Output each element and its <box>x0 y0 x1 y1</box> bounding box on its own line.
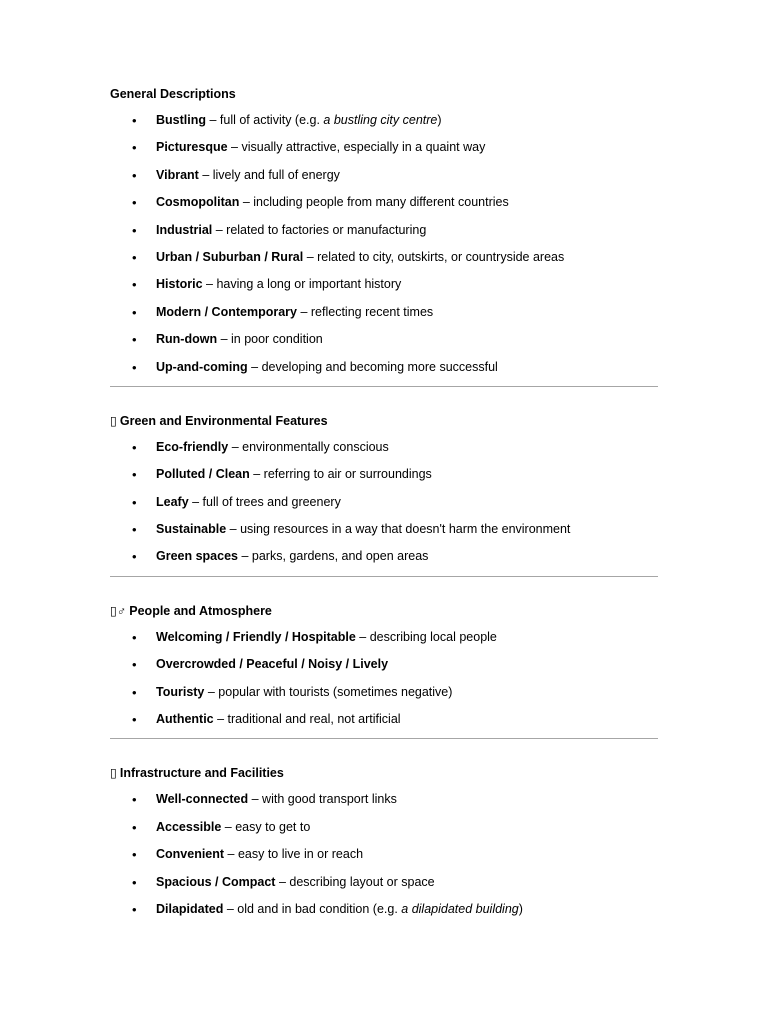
list-item <box>110 222 658 239</box>
list-item <box>110 167 658 184</box>
term-list <box>110 439 658 566</box>
bullet-icon: • <box>132 359 137 375</box>
bullet-icon: • <box>132 819 137 835</box>
list-item <box>110 194 658 211</box>
section-heading-text: Infrastructure and Facilities <box>119 766 284 781</box>
term: Touristy <box>156 684 205 699</box>
list-item <box>110 466 658 483</box>
bullet-icon: • <box>132 222 137 238</box>
definition-end: ) <box>437 113 442 127</box>
bullet-icon: • <box>132 439 137 455</box>
term: Picturesque <box>156 140 228 155</box>
section-heading <box>110 765 658 782</box>
bullet-icon: • <box>132 874 137 890</box>
definition: – using resources in a way that doesn't harm the environment <box>226 522 571 537</box>
term: Eco-friendly <box>156 439 229 454</box>
list-item <box>110 249 658 266</box>
list-item <box>110 819 658 836</box>
definition: – describing layout or space <box>275 874 435 889</box>
definition: – in poor condition <box>217 332 323 347</box>
definition: – full of trees and greenery <box>188 494 341 509</box>
list-item <box>110 112 658 129</box>
section-general-descriptions <box>110 86 658 376</box>
definition: – traditional and real, not artificial <box>213 712 401 727</box>
section-heading-text: Green and Environmental Features <box>119 413 328 428</box>
bullet-icon: • <box>132 467 137 483</box>
term: Industrial <box>156 222 213 237</box>
term: Well-connected <box>156 792 249 807</box>
term-list <box>110 629 658 728</box>
definition: – parks, gardens, and open areas <box>238 549 429 564</box>
bullet-icon: • <box>132 712 137 728</box>
list-item <box>110 874 658 891</box>
section-infrastructure-facilities <box>110 765 658 918</box>
term: Accessible <box>156 819 222 834</box>
list-item <box>110 439 658 456</box>
term: Run-down <box>156 332 218 347</box>
definition: – old and in bad condition (e.g. <box>223 901 402 916</box>
list-item <box>110 304 658 321</box>
definition-end: ) <box>518 901 523 916</box>
list-item <box>110 711 658 728</box>
definition: – reflecting recent times <box>297 304 434 319</box>
section-divider <box>110 386 658 387</box>
list-item <box>110 359 658 376</box>
term: Leafy <box>156 494 189 509</box>
list-item <box>110 846 658 863</box>
term: Sustainable <box>156 522 227 537</box>
bullet-icon: • <box>132 304 137 320</box>
definition: – full of activity (e.g. <box>206 113 324 127</box>
bullet-icon: • <box>132 113 137 128</box>
list-item <box>110 276 658 293</box>
list-item <box>110 139 658 156</box>
term: Welcoming / Friendly / Hospitable <box>156 629 356 644</box>
bullet-icon: • <box>132 140 137 156</box>
list-item <box>110 548 658 565</box>
section-divider <box>110 738 658 739</box>
definition: – lively and full of energy <box>198 167 340 182</box>
list-item <box>110 791 658 808</box>
term: Authentic <box>156 712 214 727</box>
list-item <box>110 656 658 673</box>
example: a bustling city centre <box>323 113 438 127</box>
term: Vibrant <box>156 167 199 182</box>
section-heading-text: People and Atmosphere <box>129 603 272 618</box>
term: Polluted / Clean <box>156 467 250 482</box>
definition: – describing local people <box>355 629 497 644</box>
section-emoji-icon: ▯♂ <box>110 603 127 618</box>
definition: – related to factories or manufacturing <box>212 222 427 237</box>
term: Green spaces <box>156 549 238 564</box>
term-list <box>110 791 658 918</box>
bullet-icon: • <box>132 629 137 645</box>
definition: – having a long or important history <box>202 277 402 292</box>
definition: – easy to live in or reach <box>224 847 364 862</box>
bullet-icon: • <box>132 167 137 183</box>
bullet-icon: • <box>132 657 137 673</box>
definition: – with good transport links <box>248 792 397 807</box>
bullet-icon: • <box>132 522 137 538</box>
section-emoji-icon: ▯ <box>110 766 117 781</box>
document-page <box>110 86 658 928</box>
definition: – including people from many different countries <box>239 195 509 210</box>
definition: – developing and becoming more successful <box>247 359 498 374</box>
term: Up-and-coming <box>156 359 248 374</box>
term: Historic <box>156 277 203 292</box>
bullet-icon: • <box>132 847 137 863</box>
definition: – visually attractive, especially in a quaint way <box>227 140 486 155</box>
section-emoji-icon: ▯ <box>110 413 117 428</box>
bullet-icon: • <box>132 249 137 265</box>
bullet-icon: • <box>132 332 137 348</box>
term: Dilapidated <box>156 901 224 916</box>
term-list <box>110 112 658 376</box>
bullet-icon: • <box>132 277 137 293</box>
example: a dilapidated building <box>401 901 519 916</box>
section-divider <box>110 576 658 577</box>
list-item <box>110 494 658 511</box>
section-people-atmosphere <box>110 603 658 728</box>
bullet-icon: • <box>132 792 137 808</box>
bullet-icon: • <box>132 549 137 565</box>
list-item <box>110 629 658 646</box>
list-item <box>110 901 658 918</box>
term: Cosmopolitan <box>156 195 240 210</box>
definition: – related to city, outskirts, or countryside areas <box>303 249 565 264</box>
definition: – environmentally conscious <box>228 439 389 454</box>
bullet-icon: • <box>132 195 137 211</box>
term: Convenient <box>156 847 225 862</box>
list-item <box>110 521 658 538</box>
term: Bustling <box>156 113 206 127</box>
section-heading <box>110 413 658 430</box>
term: Urban / Suburban / Rural <box>156 249 304 264</box>
term: Overcrowded / Peaceful / Noisy / Lively <box>156 657 389 672</box>
section-green-environmental <box>110 413 658 566</box>
definition: – popular with tourists (sometimes negative) <box>204 684 453 699</box>
section-heading-text: General Descriptions <box>110 87 236 101</box>
section-heading <box>110 86 658 103</box>
bullet-icon: • <box>132 684 137 700</box>
section-heading <box>110 603 658 620</box>
bullet-icon: • <box>132 901 137 917</box>
list-item <box>110 684 658 701</box>
definition: – referring to air or surroundings <box>249 467 432 482</box>
definition: – easy to get to <box>221 819 311 834</box>
list-item <box>110 331 658 348</box>
bullet-icon: • <box>132 494 137 510</box>
term: Spacious / Compact <box>156 874 276 889</box>
term: Modern / Contemporary <box>156 304 297 319</box>
